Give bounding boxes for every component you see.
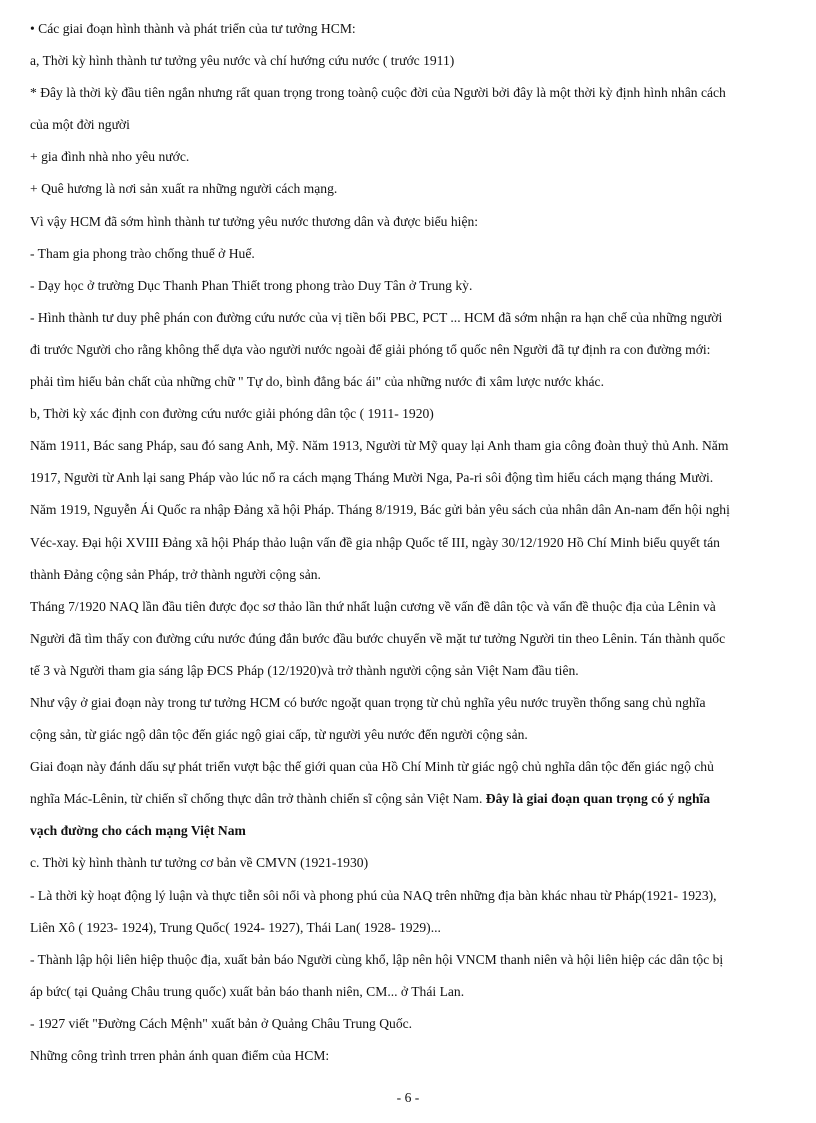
- text-line: Những công trình trren phản ánh quan điểm của HCM:: [30, 1048, 330, 1063]
- text-line: + gia đình nhà nho yêu nước.: [30, 149, 190, 165]
- text-line: • Các giai đoạn hình thành và phát triển của tư tưởng HCM:: [30, 21, 356, 36]
- text-line: của một đời người: [30, 117, 130, 133]
- text-line: + Quê hương là nơi sản xuất ra những người cách mạng.: [30, 181, 338, 197]
- page-number: - 6 -: [396, 1090, 420, 1105]
- section-heading-a: a, Thời kỳ hình thành tư tưởng yêu nước và chí hướng cứu nước ( trước 1911): [30, 53, 455, 69]
- text-line: Vì vậy HCM đã sớm hình thành tư tưởng yêu nước thương dân và được biểu hiện:: [30, 213, 479, 229]
- text-line: Liên Xô ( 1923- 1924), Trung Quốc( 1924- 1927), Thái Lan( 1928- 1929)...: [30, 919, 441, 935]
- text-line: - Thành lập hội liên hiệp thuộc địa, xuất bản báo Người cùng khổ, lập nên hội VNCM thanh niên và hội liên hiệp các dân tộc bị: [30, 951, 724, 967]
- text-line: Véc-xay. Đại hội XVIII Đảng xã hội Pháp thảo luận vấn đề gia nhập Quốc tế III, ngày 30/12/1920 Hồ Chí Minh biểu quyết tán: [30, 534, 720, 550]
- text-line: áp bức( tại Quảng Châu trung quốc) xuất bản báo thanh niên, CM... ở Thái Lan.: [30, 983, 465, 999]
- text-line: Tháng 7/1920 NAQ lần đầu tiên được đọc sơ thảo lần thứ nhất luận cương về vấn đề dân tộc và vấn đề thuộc địa của Lênin và: [30, 598, 716, 614]
- section-heading-c: c. Thời kỳ hình thành tư tưởng cơ bản về CMVN (1921-1930): [30, 855, 369, 871]
- text-line: * Đây là thời kỳ đầu tiên ngắn nhưng rất quan trọng trong toànộ cuộc đời của Người bởi đây là một thời kỳ định hình nhân cách: [30, 85, 726, 101]
- text-line: - Là thời kỳ hoạt động lý luận và thực tiễn sôi nổi và phong phú của NAQ trên những địa bàn khác nhau từ Pháp(1921- 1923),: [30, 887, 717, 903]
- section-heading-b: b, Thời kỳ xác định con đường cứu nước giải phóng dân tộc ( 1911- 1920): [30, 406, 434, 422]
- text-line: 1917, Người từ Anh lại sang Pháp vào lúc nổ ra cách mạng Tháng Mười Nga, Pa-ri sôi động tìm hiểu cách mạng tháng Mười.: [30, 470, 714, 486]
- text-line: - 1927 viết "Đường Cách Mệnh" xuất bản ở Quảng Châu Trung Quốc.: [30, 1015, 413, 1031]
- text-line: Năm 1911, Bác sang Pháp, sau đó sang Anh, Mỹ. Năm 1913, Người từ Mỹ quay lại Anh tham gia công đoàn thuỷ thủ Anh. Năm: [30, 438, 729, 454]
- document-body: [30, 13, 792, 1072]
- text-line: - Tham gia phong trào chống thuế ở Huế.: [30, 245, 255, 261]
- text-line: - Hình thành tư duy phê phán con đường cứu nước của vị tiền bối PBC, PCT ... HCM đã sớm nhận ra hạn chế của những người: [30, 309, 723, 325]
- text-line: đi trước Người cho rằng không thể dựa vào người nước ngoài để giải phóng tổ quốc nên Người đã tự định ra con đường mới:: [30, 341, 711, 357]
- text-line: Như vậy ở giai đoạn này trong tư tưởng HCM có bước ngoặt quan trọng từ chủ nghĩa yêu nước truyền thống sang chủ nghĩa: [30, 694, 706, 710]
- text-line: cộng sản, từ giác ngộ dân tộc đến giác ngộ giai cấp, từ người yêu nước đến người cộng sản.: [30, 727, 528, 743]
- bold-emphasis: Đây là giai đoạn quan trọng có ý nghĩa: [485, 791, 711, 807]
- text-span: nghĩa Mác-Lênin, từ chiến sĩ chống thực dân trở thành chiến sĩ cộng sản Việt Nam.: [30, 791, 486, 807]
- text-line: Năm 1919, Nguyễn Ái Quốc ra nhập Đảng xã hội Pháp. Tháng 8/1919, Bác gửi bản yêu sách của nhân dân An-nam đến hội nghị: [30, 502, 730, 518]
- text-line: Người đã tìm thấy con đường cứu nước đúng đắn bước đầu bước chuyển về mặt tư tưởng Người tin theo Lênin. Tán thành quốc: [30, 630, 726, 646]
- text-line: thành Đảng cộng sản Pháp, trở thành người cộng sản.: [30, 566, 321, 582]
- bold-line: vạch đường cho cách mạng Việt Nam: [30, 823, 246, 839]
- text-line: tế 3 và Người tham gia sáng lập ĐCS Pháp (12/1920)và trở thành người cộng sản Việt Nam đầu tiên.: [30, 662, 579, 678]
- text-line: Giai đoạn này đánh dấu sự phát triển vượt bậc thế giới quan của Hồ Chí Minh từ giác ngộ chủ nghĩa dân tộc đến giác ngộ chủ: [30, 759, 714, 775]
- text-line: phải tìm hiểu bản chất của những chữ " Tự do, bình đẳng bác ái" của những nước đi xâm lược nước khác.: [30, 374, 604, 390]
- text-line-with-bold: [30, 783, 792, 815]
- text-line: - Dạy học ở trường Dục Thanh Phan Thiết trong phong trào Duy Tân ở Trung kỳ.: [30, 277, 473, 293]
